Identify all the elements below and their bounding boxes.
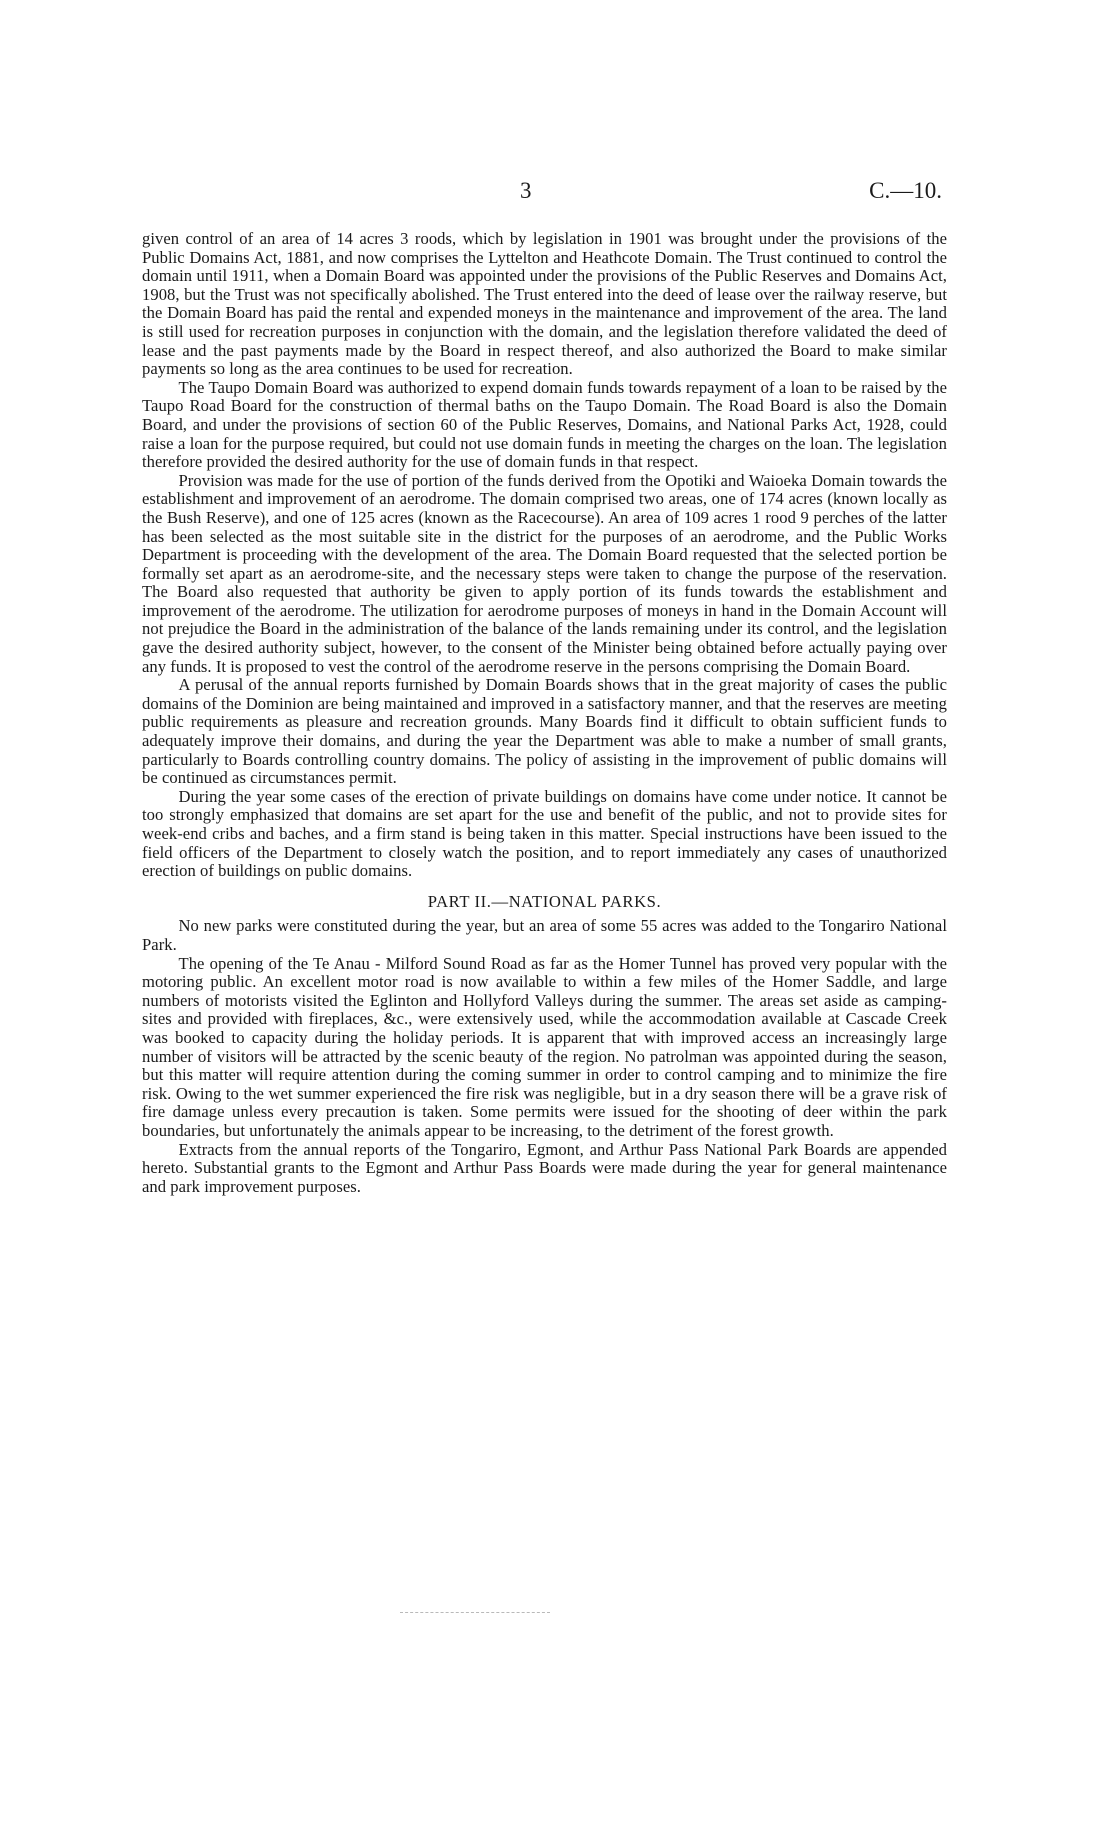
- section-heading-national-parks: PART II.—NATIONAL PARKS.: [427, 891, 662, 911]
- page-header: [0, 178, 1114, 208]
- document-reference: C.—10.: [869, 178, 942, 203]
- paragraph-taupo-domain: The Taupo Domain Board was authorized to expend domain funds towards repayment of a loan to be raised by the Taupo Road Board for the construction of thermal baths on the Taupo Domain. The Road Board is also the Domain Board, and under the provisions of section 60 of the Public Reserves, Domains, and National Parks Act, 1928, could raise a loan for the purpose required, but could not use domain funds in meeting the charges on the loan. The legislation therefore provided the desired authority for the use of domain funds in that respect.: [142, 377, 947, 472]
- page-number: 3: [520, 178, 532, 203]
- paragraph-domain-reports: A perusal of the annual reports furnished by Domain Boards shows that in the great majority of cases the public domains of the Dominion are being maintained and improved in a satisfactory manner, and that the reserves are meeting public requirements as pleasure and recreation grounds. Many Boards find it difficult to obtain sufficient funds to adequately improve their domains, and during the year the Department was able to make a number of small grants, particularly to Boards controlling country domains. The policy of assisting in the improvement of public domains will be continued as circumstances permit.: [142, 675, 947, 788]
- paragraph-private-buildings: During the year some cases of the erection of private buildings on domains have come under notice. It cannot be too strongly emphasized that domains are set apart for the use and benefit of the public, and not to provide sites for week-end cribs and baches, and a firm stand is being taken in this matter. Special instructions have been issued to the field officers of the Department to closely watch the position, and to report immediately any cases of unauthorized erection of buildings on public domains.: [142, 786, 947, 881]
- paragraph-lyttelton-domain: given control of an area of 14 acres 3 roods, which by legislation in 1901 was brought under the provisions of the Public Domains Act, 1881, and now comprises the Lyttelton and Heathcote Domain. The Trust continued to control the domain until 1911, when a Domain Board was appointed under the provisions of the Public Reserves and Domains Act, 1908, but the Trust was not specifically abolished. The Trust entered into the deed of lease over the railway reserve, but the Domain Board has paid the rental and expended moneys in the maintenance and improvement of the area. The land is still used for recreation purposes in conjunction with the domain, and the legislation therefore validated the deed of lease and the past payments made by the Board in respect thereof, and also authorized the Board to make similar payments so long as the area continues to be used for recreation.: [142, 229, 947, 379]
- end-divider: [400, 1612, 550, 1613]
- body-text: [142, 230, 947, 1196]
- paragraph-opotiki-aerodrome: Provision was made for the use of portion of the funds derived from the Opotiki and Waioeka Domain towards the establishment and improvement of an aerodrome. The domain comprised two areas, one of 174 acres (known locally as the Bush Reserve), and one of 125 acres (known as the Racecourse). An area of 109 acres 1 rood 9 perches of the latter has been selected as the most suitable site in the district for the purposes of an aerodrome, and the Public Works Department is proceeding with the development of the area. The Domain Board requested that the selected portion be formally set apart as an aerodrome-site, and the necessary steps were taken to change the purpose of the reservation. The Board also requested that authority be given to apply portion of its funds towards the establishment and improvement of the aerodrome. The utilization for aerodrome purposes of moneys in hand in the Domain Account will not prejudice the Board in the administration of the balance of the lands remaining under its control, and the legislation gave the desired authority subject, however, to the consent of the Minister being obtained before actually paying over any funds. It is proposed to vest the control of the aerodrome reserve in the persons comprising the Domain Board.: [142, 470, 947, 676]
- paragraph-park-board-reports: Extracts from the annual reports of the Tongariro, Egmont, and Arthur Pass National Park Boards are appended hereto. Substantial grants to the Egmont and Arthur Pass Boards were made during the year for general maintenance and park improvement purposes.: [142, 1139, 947, 1196]
- paragraph-milford-road: The opening of the Te Anau - Milford Sound Road as far as the Homer Tunnel has proved very popular with the motoring public. An excellent motor road is now available to within a few miles of the Homer Saddle, and large numbers of motorists visited the Eglinton and Hollyford Valleys during the summer. The areas set aside as camping-sites and provided with fireplaces, &c., were extensively used, while the accommodation available at Cascade Creek was booked to capacity during the holiday periods. It is apparent that with improved access an increasingly large number of visitors will be attracted by the scenic beauty of the region. No patrolman was appointed during the season, but this matter will require attention during the coming summer in order to control camping and to minimize the fire risk. Owing to the wet summer experienced the fire risk was negligible, but in a dry season there will be a grave risk of fire damage unless every precaution is taken. Some permits were issued for the shooting of deer within the park boundaries, but unfortunately the animals appear to be increasing, to the detriment of the forest growth.: [142, 953, 947, 1140]
- paragraph-new-parks: No new parks were constituted during the year, but an area of some 55 acres was added to the Tongariro National Park.: [142, 916, 947, 954]
